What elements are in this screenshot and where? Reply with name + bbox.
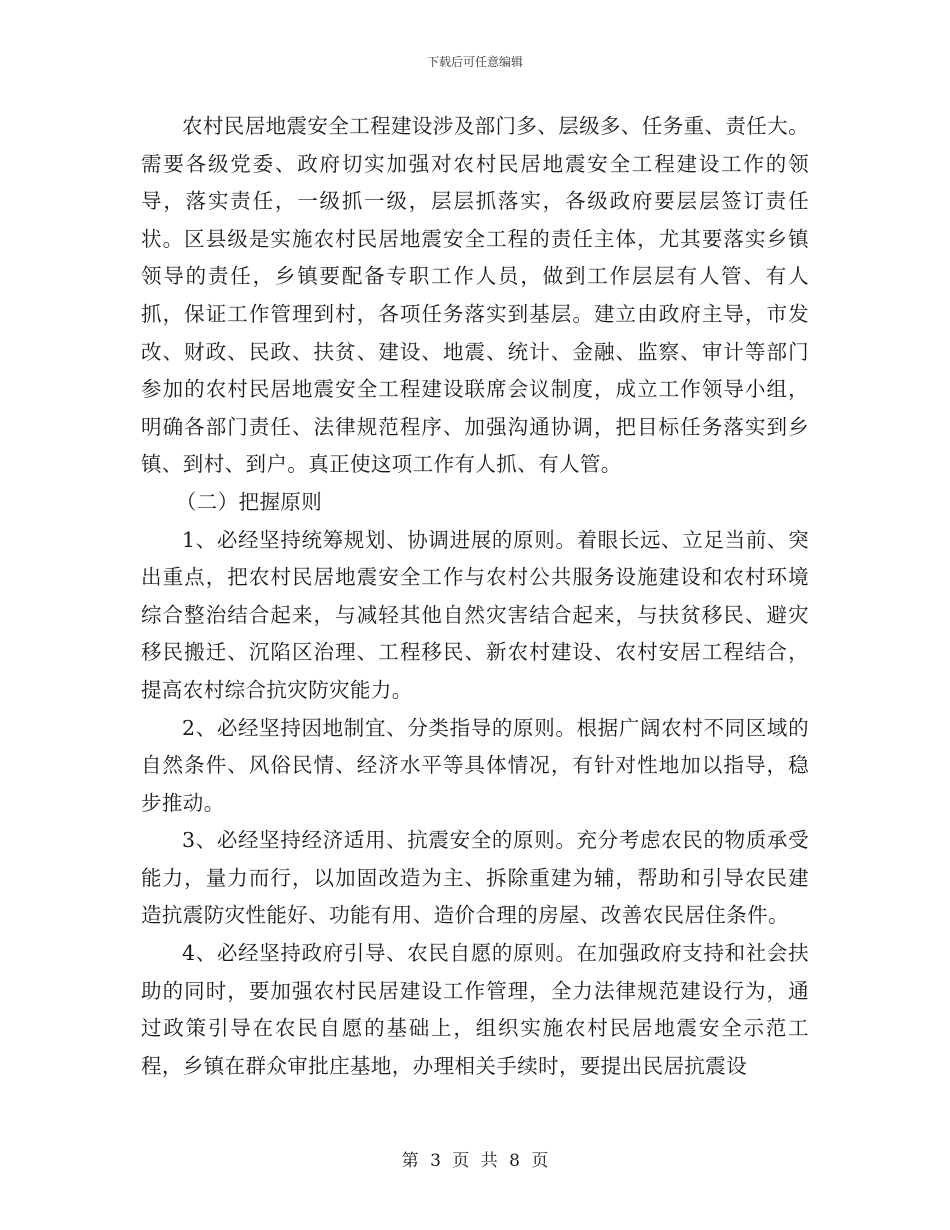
section-heading-principles: （二）把握原则 [175,489,323,514]
paragraph-principle-3: 3、必经坚持经济适用、抗震安全的原则。充分考虑农民的物质承受能力，量力而行，以加固改造为主、拆除重建为辅，帮助和引导农民建造抗震防灾性能好、功能有用、造价合理的房屋、改善农民居住条件。 [141,828,809,928]
paragraph-responsibility: 农村民居地震安全工程建设涉及部门多、层级多、任务重、责任大。需要各级党委、政府切实加强对农村民居地震安全工程建设工作的领导，落实责任，一级抓一级，层层抓落实，各级政府要层层签订责任状。区县级是实施农村民居地震安全工程的责任主体，尤其要落实乡镇领导的责任，乡镇要配备专职工作人员，做到工作层层有人管、有人抓，保证工作管理到村，各项任务落实到基层。建立由政府主导，市发改、财政、民政、扶贫、建设、地震、统计、金融、监察、审计等部门参加的农村民居地震安全工程建设联席会议制度，成立工作领导小组，明确各部门责任、法律规范程序、加强沟通协调，把目标任务落实到乡镇、到村、到户。真正使这项工作有人抓、有人管。 [141,114,809,477]
page-header: 下载后可任意编辑 [426,55,523,69]
paragraph-principle-4: 4、必经坚持政府引导、农民自愿的原则。在加强政府支持和社会扶助的同时，要加强农村民居建设工作管理，全力法律规范建设行为，通过政策引导在农民自愿的基础上，组织实施农村民居地震安全示范工程，乡镇在群众审批庄基地，办理相关手续时，要提出民居抗震设 [141,941,809,1078]
page-footer-page-number: 第 3 页 共 8 页 [401,1151,549,1171]
paragraph-principle-2: 2、必经坚持因地制宜、分类指导的原则。根据广阔农村不同区域的自然条件、风俗民情、经济水平等具体情况，有针对性地加以指导，稳步推动。 [141,715,809,815]
document-body [141,108,809,1085]
paragraph-principle-1: 1、必经坚持统筹规划、协调进展的原则。着眼长远、立足当前、突出重点，把农村民居地震安全工作与农村公共服务设施建设和农村环境综合整治结合起来，与减轻其他自然灾害结合起来，与扶贫移民、避灾移民搬迁、沉陷区治理、工程移民、新农村建设、农村安居工程结合，提高农村综合抗灾防灾能力。 [141,527,809,702]
